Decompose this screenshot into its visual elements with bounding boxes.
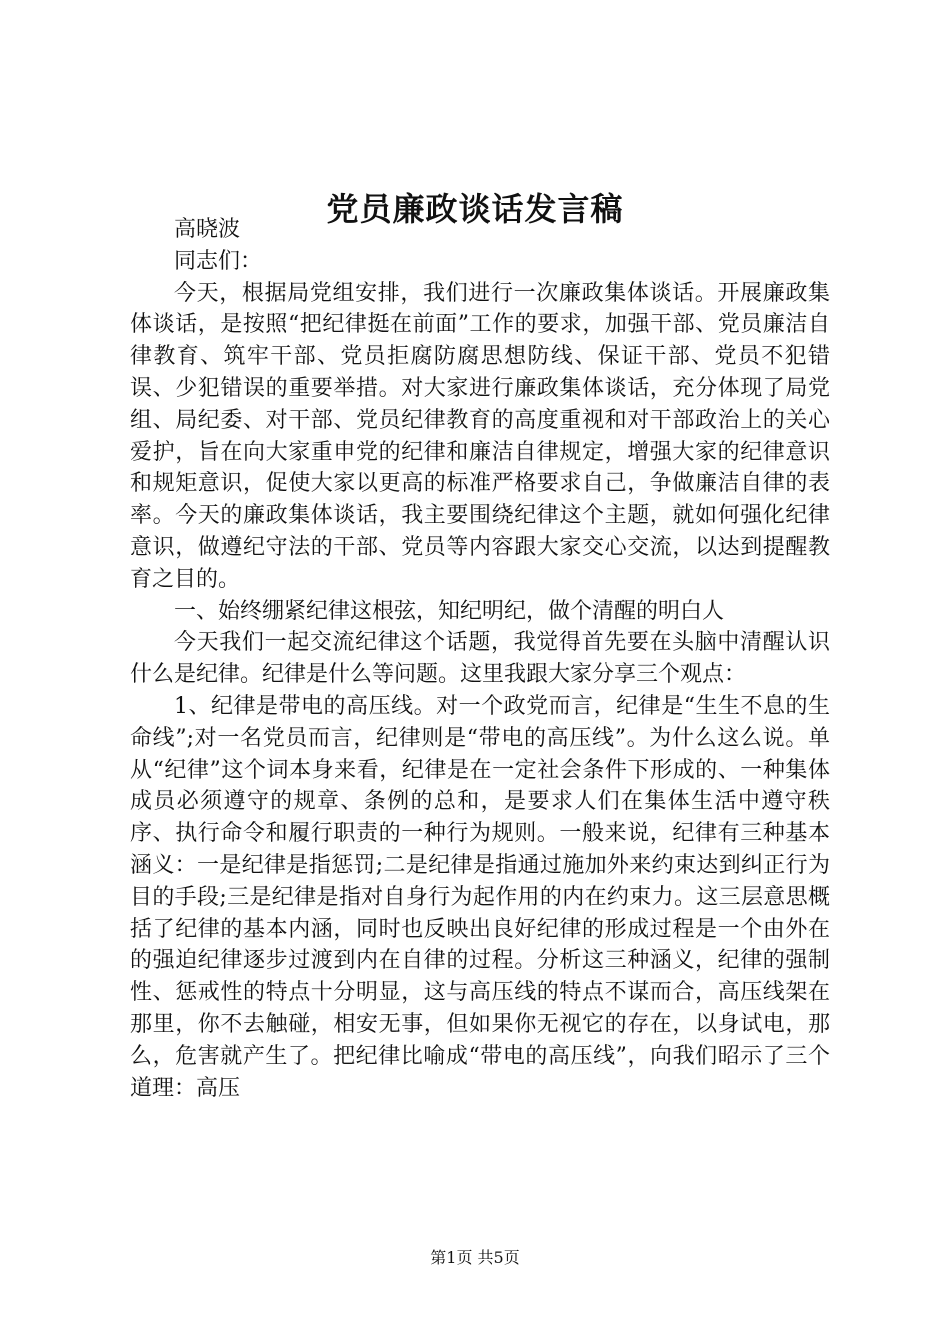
paragraph-intro: 今天，根据局党组安排，我们进行一次廉政集体谈话。开展廉政集体谈话，是按照“把纪律挺在前面”工作的要求，加强干部、党员廉洁自律教育、筑牢干部、党员拒腐防腐思想防线、保证干部、党员不犯错误、少犯错误的重要举措。对大家进行廉政集体谈话，充分体现了局党组、局纪委、对干部、党员纪律教育的高度重视和对干部政治上的关心爱护，旨在向大家重申党的纪律和廉洁自律规定，增强大家的纪律意识和规矩意识，促使大家以更高的标准严格要求自己，争做廉洁自律的表率。今天的廉政集体谈话，我主要围绕纪律这个主题，就如何强化纪律意识，做遵纪守法的干部、党员等内容跟大家交心交流，以达到提醒教育之目的。 bbox=[130, 280, 830, 592]
salutation: 同志们： bbox=[174, 248, 263, 274]
paragraph-section-1: 今天我们一起交流纪律这个话题，我觉得首先要在头脑中清醒认识什么是纪律。纪律是什么等问题。这里我跟大家分享三个观点： bbox=[130, 630, 830, 688]
paragraph-point-1: 1、纪律是带电的高压线。对一个政党而言，纪律是“生生不息的生命线”;对一名党员而言，纪律则是“带电的高压线”。为什么这么说。单从“纪律”这个词本身来看，纪律是在一定社会条件下形成的、一种集体成员必须遵守的规章、条例的总和，是要求人们在集体生活中遵守秩序、执行命令和履行职责的一种行为规则。一般来说，纪律有三种基本涵义：一是纪律是指惩罚;二是纪律是指通过施加外来约束达到纠正行为目的手段;三是纪律是指对自身行为起作用的内在约束力。这三层意思概括了纪律的基本内涵，同时也反映出良好纪律的形成过程是一个由外在的强迫纪律逐步过渡到内在自律的过程。分析这三种涵义，纪律的强制性、惩戒性的特点十分明显，这与高压线的特点不谋而合，高压线架在那里，你不去触碰，相安无事，但如果你无视它的存在，以身试电，那么，危害就产生了。把纪律比喻成“带电的高压线”，向我们昭示了三个道理：高压 bbox=[130, 693, 830, 1101]
page-footer: 第1页 共5页 bbox=[430, 1248, 520, 1267]
document-body bbox=[130, 214, 830, 1104]
section-heading-1: 一、始终绷紧纪律这根弦，知纪明纪，做个清醒的明白人 bbox=[174, 598, 725, 624]
author-name: 高晓波 bbox=[174, 217, 241, 242]
document-title: 党员廉政谈话发言稿 bbox=[326, 190, 624, 228]
